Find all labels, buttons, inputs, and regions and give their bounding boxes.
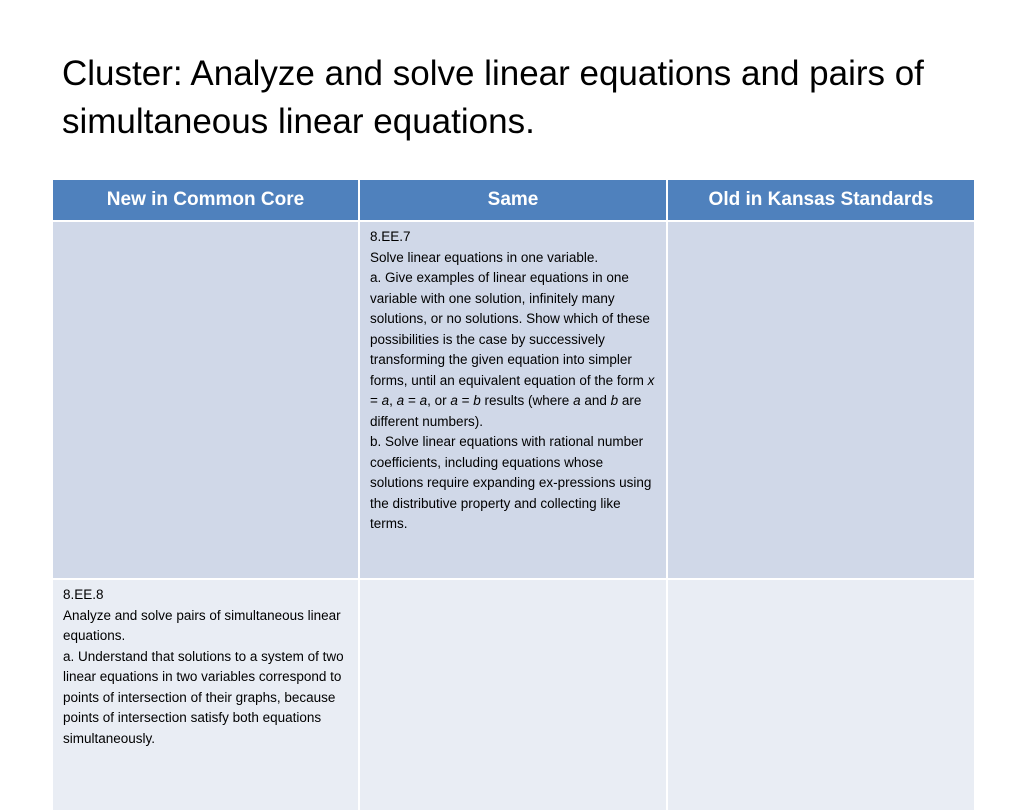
part-a-text: and	[580, 393, 611, 408]
cell-new-in-common-core	[52, 221, 359, 579]
variable-a: a	[396, 393, 405, 408]
part-a-text: ,	[389, 393, 397, 408]
standard-code: 8.EE.8	[63, 587, 104, 602]
table-row	[52, 221, 975, 579]
slide-title: Cluster: Analyze and solve linear equations and pairs of simultaneous linear equations.	[62, 54, 924, 141]
standards-comparison-table	[51, 178, 976, 812]
part-a-text: a. Give examples of linear equations in one variable with one solution, infinitely many solutions, or no solutions. Show which of these possibilities is the case by successively transforming the given equation into simpler forms, until an equivalent equation of the form	[370, 270, 650, 388]
variable-a: a	[381, 393, 390, 408]
standard-code: 8.EE.7	[370, 229, 411, 244]
table-row	[52, 579, 975, 811]
part-a-text: =	[404, 393, 420, 408]
part-a-text: are different numbers).	[370, 393, 642, 429]
variable-x: x	[647, 372, 655, 388]
header-new-in-common-core: New in Common Core	[52, 179, 359, 221]
part-a-text: =	[370, 393, 382, 408]
cell-old-in-kansas-standards	[667, 221, 975, 579]
cell-same	[359, 579, 667, 811]
variable-b: b	[610, 393, 619, 408]
standard-part-a	[370, 268, 656, 432]
variable-a: a	[573, 393, 581, 408]
cell-new-in-common-core	[52, 579, 359, 811]
variable-a: a	[450, 393, 458, 408]
standard-description: Analyze and solve pairs of simultaneous linear equations.	[63, 607, 341, 643]
part-a-text: =	[457, 393, 474, 408]
standard-description: Solve linear equations in one variable.	[370, 249, 599, 265]
variable-a: a	[419, 393, 428, 408]
table-header-row	[52, 179, 975, 221]
cell-same	[359, 221, 667, 579]
cell-old-in-kansas-standards	[667, 579, 975, 811]
header-old-in-kansas-standards: Old in Kansas Standards	[667, 179, 975, 221]
standard-part-a: a. Understand that solutions to a system of two linear equations in two variables correspond to points of intersection of their graphs, because points of intersection satisfy both equations simultaneously.	[63, 648, 344, 746]
standard-part-b: b. Solve linear equations with rational number coefficients, including equations whose solutions require expanding ex-pressions using the distributive property and collecting like terms.	[370, 434, 652, 531]
part-a-text: , or	[427, 393, 451, 408]
variable-b: b	[473, 393, 481, 408]
header-same: Same	[359, 179, 667, 221]
part-a-text: results (where	[480, 393, 574, 408]
